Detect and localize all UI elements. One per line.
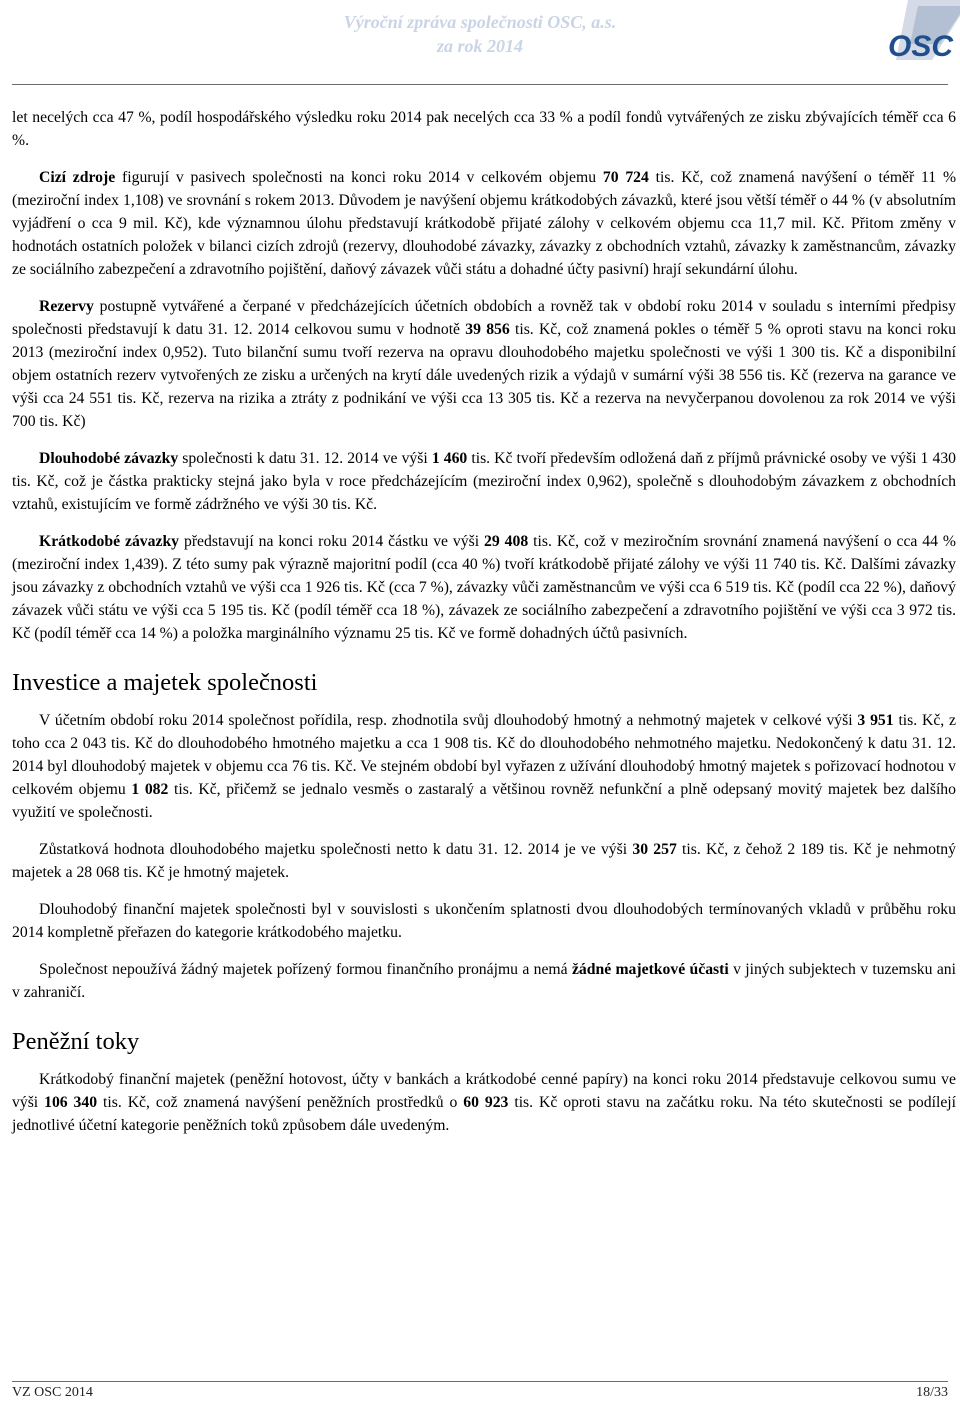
term-rezervy: Rezervy	[39, 298, 94, 315]
text: tis. Kč oproti stavu na začátku roku. Na této skutečnosti se podílejí jednotlivé účetní kategorie peněžních toků způsobem dále uvedeným.	[12, 1094, 957, 1134]
text: postupně vytvářené a čerpané v předcházejících účetních obdobích a rovněž tak v období roku 2014 v souladu s interními předpisy společnosti představují k datu 31. 12. 2014 celkovou sumu v hodnotě	[12, 298, 956, 338]
term-dlouhodobe-zavazky: Dlouhodobé závazky	[39, 450, 179, 467]
header-title	[320, 10, 640, 58]
text: tis. Kč, což v meziročním srovnání znamená navýšení o cca 44 % (meziroční index 1,439). Z této sumy pak výrazně majoritní podíl (cca 40 %) tvoří krátkodobě přijaté zálohy ve výši 11 740 tis. Kč. Dalšími závazky jsou závazky z obchodních vztahů ve výši cca 1 926 tis. Kč (cca 7 %), závazky vůči zaměstnancům ve výši cca 6 519 tis. Kč (podíl cca 22 %), daňový závazek vůči státu ve výši cca 5 195 tis. Kč (podíl téměř cca 18 %), závazek ze sociálního zabezpečení a zdravotního pojištění ve výši cca 3 972 tis. Kč (podíl téměř cca 14 %) a položka marginálního významu 25 tis. Kč ve formě dohadných účtů pasivních.	[12, 533, 957, 642]
header-divider	[12, 84, 948, 85]
paragraph-investice-4	[12, 958, 956, 1004]
term-cizi-zdroje: Cizí zdroje	[39, 169, 116, 186]
text: v jiných subjektech v tuzemsku ani v zahraničí.	[12, 961, 956, 1001]
text: Zůstatková hodnota dlouhodobého majetku společnosti netto k datu 31. 12. 2014 je ve výši	[39, 841, 633, 858]
section-heading-penezni-toky: Peněžní toky	[12, 1028, 140, 1055]
page-header	[0, 0, 960, 84]
paragraph-rezervy	[12, 295, 956, 433]
paragraph-investice-1	[12, 709, 956, 824]
value: 106 340	[44, 1094, 98, 1111]
paragraph-penezni-toky	[12, 1068, 956, 1137]
paragraph-investice-2	[12, 838, 956, 884]
text: společnosti k datu 31. 12. 2014 ve výši	[178, 450, 432, 467]
value: 1 082	[131, 781, 169, 798]
paragraph-kratkodobe-zavazky	[12, 530, 956, 645]
footer-doc-label: VZ OSC 2014	[12, 1385, 93, 1400]
osc-logo-icon	[848, 0, 960, 72]
text: V účetním období roku 2014 společnost pořídila, resp. zhodnotila svůj dlouhodobý hmotný a nehmotný majetek v celkové výši	[39, 712, 858, 729]
text: tis. Kč, z čehož 2 189 tis. Kč je nehmotný majetek a 28 068 tis. Kč je hmotný majetek.	[12, 841, 956, 881]
logo-text: OSC	[888, 30, 954, 63]
text: představují na konci roku 2014 částku ve výši	[179, 533, 485, 550]
term-zadne-majetkove-ucasti: žádné majetkové účasti	[571, 961, 729, 978]
text: let necelých cca 47 %, podíl hospodářského výsledku roku 2014 pak necelých cca 33 % a podíl fondů vytvářených ze zisku zbývajících téměř cca 6 %.	[12, 109, 956, 149]
text: tis. Kč, což znamená pokles o téměř 5 % oproti stavu na konci roku 2013 (meziroční index 0,952). Tuto bilanční sumu tvoří rezerva na opravu dlouhodobého majetku společnosti ve výši 1 300 tis. Kč a disponibilní objem ostatních rezerv vytvořených ze zisku a určených na krytí dále uvedených rizik a výdajů v sumární výši 38 556 tis. Kč (rezerva na garance ve výši cca 24 551 tis. Kč, rezerva na rizika a ztráty z podnikání ve výši cca 13 305 tis. Kč a rezerva na nevyčerpanou dovolenou za rok 2014 ve výši 700 tis. Kč)	[12, 321, 956, 430]
text: tis. Kč tvoří především odložená daň z příjmů právnické osoby ve výši 1 430 tis. Kč, což je částka prakticky stejná jako byla v roce předcházejícím (meziroční index 0,962), společně s dlouhodobým závazkem z obchodních vztahů, existujícím ve formě zádržného ve výši 30 tis. Kč.	[12, 450, 957, 513]
value: 3 951	[857, 712, 894, 729]
footer-divider	[12, 1381, 948, 1382]
value: 29 408	[484, 533, 529, 550]
value: 60 923	[463, 1094, 509, 1111]
text: tis. Kč, což znamená navýšení peněžních prostředků o	[97, 1094, 464, 1111]
page-content	[12, 106, 956, 1151]
text: tis. Kč, přičemž se jednalo vesměs o zastaralý a většinou rovněž nefunkční a plně odepsaný movitý majetek bez dalšího využití ve společnosti.	[12, 781, 956, 821]
paragraph-investice-3	[12, 898, 956, 944]
paragraph-dlouhodobe-zavazky	[12, 447, 956, 516]
term-kratkodobe-zavazky: Krátkodobé závazky	[39, 533, 180, 550]
text: Krátkodobý finanční majetek (peněžní hotovost, účty v bankách a krátkodobé cenné papíry) na konci roku 2014 představuje celkovou sumu ve výši	[12, 1071, 956, 1111]
text: figurují v pasivech společnosti na konci roku 2014 v celkovém objemu	[115, 169, 603, 186]
paragraph-intro	[12, 106, 956, 152]
text: tis. Kč, což znamená navýšení o téměř 11 % (meziroční index 1,108) ve srovnání s rokem 2013. Důvodem je navýšení objemu krátkodobých závazků, které jsou větší téměř o 44 % (v absolutním vyjádření o cca 9 mil. Kč), kde významnou úlohu představují krátkodobě přijaté zálohy v celkovém objemu cca 11,7 mil. Kč. Přitom změny v hodnotách ostatních položek v bilanci cizích zdrojů (rezervy, dlouhodobé závazky, závazky z obchodních vztahů, závazky k zaměstnancům, závazky ze sociálního zabezpečení a zdravotního pojištění, daňový závazek vůči státu a dohadné účty pasivní) hrají sekundární úlohu.	[12, 169, 957, 278]
paragraph-cizi-zdroje	[12, 166, 956, 281]
text: Společnost nepoužívá žádný majetek pořízený formou finančního pronájmu a nemá	[39, 961, 572, 978]
header-title-line1: Výroční zpráva společnosti OSC, a.s.	[343, 12, 617, 32]
text: tis. Kč, z toho cca 2 043 tis. Kč do dlouhodobého hmotného majetku a cca 1 908 tis. Kč do dlouhodobého nehmotného majetku. Nedokončený k datu 31. 12. 2014 byl dlouhodobý majetek v objemu cca 76 tis. Kč. Ve stejném období byl vyřazen z užívání dlouhodobý hmotný majetek s pořizovací hodnotou v celkovém objemu	[12, 712, 957, 798]
text: Dlouhodobý finanční majetek společnosti byl v souvislosti s ukončením splatnosti dvou dlouhodobých termínovaných vkladů v průběhu roku 2014 kompletně přeřazen do kategorie krátkodobého majetku.	[12, 901, 956, 941]
page-number: 18/33	[916, 1385, 948, 1400]
section-heading-investice: Investice a majetek společnosti	[12, 669, 318, 696]
value: 70 724	[602, 169, 649, 186]
value: 30 257	[632, 841, 677, 858]
header-title-line2: za rok 2014	[436, 36, 523, 56]
value: 39 856	[465, 321, 510, 338]
value: 1 460	[431, 450, 468, 467]
